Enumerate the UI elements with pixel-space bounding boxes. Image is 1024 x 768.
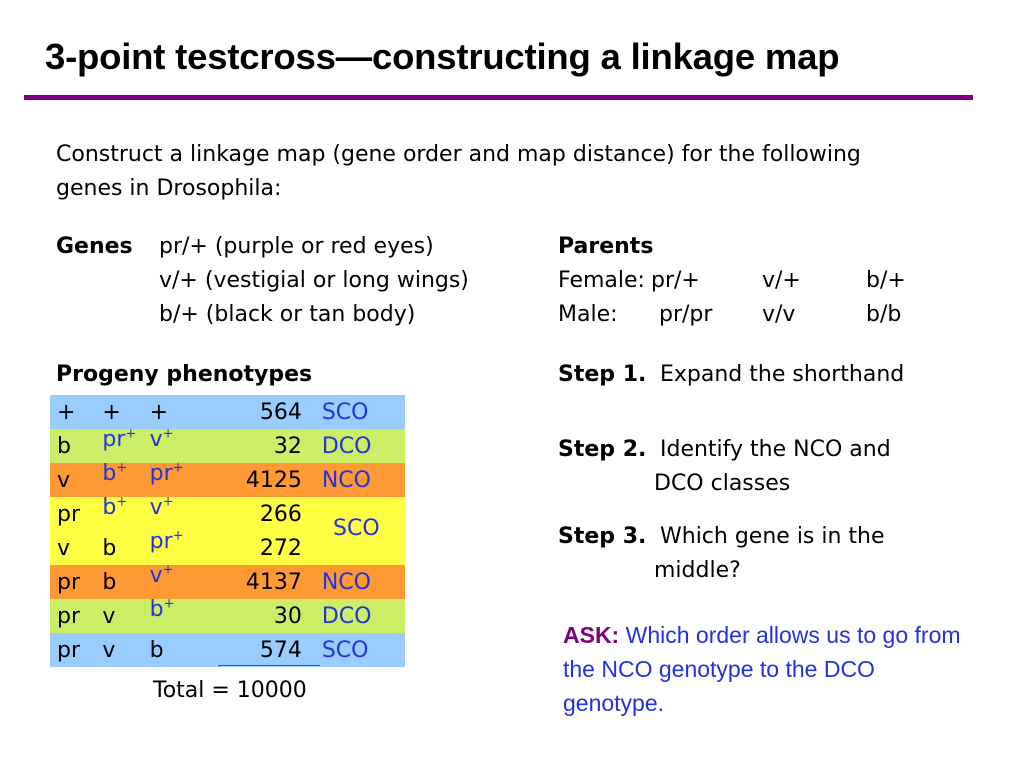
step-3: [558, 520, 885, 588]
parent-male-pr: pr/pr: [659, 302, 713, 327]
parent-male-b: b/b: [866, 302, 902, 327]
progeny-count: 574: [259, 637, 302, 663]
progeny-total: Total = 10000: [153, 678, 307, 703]
wildtype-superscript: +: [116, 460, 128, 476]
phenotype-2-gene: b: [102, 460, 117, 486]
parent-female-b: b/+: [866, 268, 906, 293]
table-row: [50, 565, 405, 599]
progeny-count: 266: [259, 501, 302, 527]
phenotype-3: [149, 460, 201, 497]
progeny-count: 32: [273, 433, 302, 459]
phenotype-3: +: [149, 399, 169, 425]
progeny-count: 4125: [245, 467, 302, 493]
phenotype-3-gene: pr: [149, 460, 173, 486]
progeny-class: NCO: [321, 569, 371, 595]
parent-male-label: Male:: [558, 302, 618, 327]
phenotype-2: [102, 426, 149, 463]
phenotype-3-gene: pr: [149, 528, 173, 554]
phenotype-3-gene: b: [149, 596, 164, 622]
phenotype-2: v: [102, 637, 116, 663]
step-2: [558, 433, 891, 501]
phenotype-2-gene: pr: [102, 426, 126, 452]
phenotype-1: +: [57, 399, 76, 425]
wildtype-superscript: +: [172, 528, 184, 544]
gene-v: v/+ (vestigial or long wings): [159, 268, 469, 293]
phenotype-3: [149, 494, 201, 531]
phenotype-2: [102, 460, 149, 497]
wildtype-superscript: +: [162, 426, 174, 442]
progeny-class: SCO: [321, 637, 369, 663]
step-text-continued: DCO classes: [654, 471, 791, 496]
phenotype-2: v: [102, 603, 116, 629]
parent-female-v: v/+: [762, 268, 801, 293]
phenotype-1: pr: [57, 603, 81, 629]
phenotype-2: [102, 494, 149, 531]
table-row: [50, 633, 405, 667]
wildtype-superscript: +: [162, 494, 174, 510]
ask-label: ASK:: [563, 622, 620, 648]
wildtype-superscript: +: [162, 562, 174, 578]
wildtype-superscript: +: [163, 596, 175, 612]
progeny-class: DCO: [321, 603, 372, 629]
progeny-class: NCO: [321, 467, 371, 493]
title-divider: [24, 95, 973, 100]
gene-b: b/+ (black or tan body): [159, 302, 416, 327]
table-row: [50, 395, 405, 429]
wildtype-superscript: +: [116, 494, 128, 510]
phenotype-3: [149, 528, 201, 565]
table-row: [50, 463, 405, 497]
phenotype-1: v: [57, 467, 71, 493]
phenotype-1: pr: [57, 637, 81, 663]
step-label: Step 3.: [558, 524, 647, 549]
step-label: Step 1.: [558, 362, 647, 387]
wildtype-superscript: +: [172, 460, 184, 476]
phenotype-3-gene: v: [149, 494, 163, 520]
progeny-class: DCO: [321, 433, 372, 459]
phenotype-2-gene: b: [102, 494, 117, 520]
phenotype-3: [149, 596, 201, 633]
progeny-label: Progeny phenotypes: [56, 362, 313, 387]
progeny-count: 564: [259, 399, 302, 425]
phenotype-3-gene: v: [149, 426, 163, 452]
gene-pr: pr/+ (purple or red eyes): [159, 234, 434, 259]
parents-label: Parents: [558, 234, 654, 259]
ask-text: Which order allows us to go from the NCO genotype to the DCO genotype.: [563, 622, 961, 716]
progeny-class-merged: SCO: [333, 516, 380, 541]
phenotype-1: b: [57, 433, 71, 459]
phenotype-2: b: [102, 535, 117, 561]
step-text-continued: middle?: [654, 558, 741, 583]
progeny-class: SCO: [321, 399, 369, 425]
ask-box: [563, 618, 963, 720]
parent-female-pr: pr/+: [651, 268, 700, 293]
progeny-count: 4137: [245, 569, 302, 595]
phenotype-3: [149, 426, 201, 463]
wildtype-superscript: +: [125, 426, 137, 442]
table-row: [50, 429, 405, 463]
step-label: Step 2.: [558, 437, 647, 462]
phenotype-3: [149, 562, 201, 599]
phenotype-2: +: [102, 399, 121, 425]
parent-male-v: v/v: [762, 302, 796, 327]
phenotype-1: pr: [57, 501, 81, 527]
phenotype-3-gene: v: [149, 562, 163, 588]
phenotype-1: v: [57, 535, 71, 561]
phenotype-1: pr: [57, 569, 81, 595]
parent-female-label: Female:: [558, 268, 645, 293]
step-text: Identify the NCO and: [660, 437, 891, 462]
phenotype-2: b: [102, 569, 117, 595]
intro-text: Construct a linkage map (gene order and map distance) for the following genes in Drosophila:: [56, 142, 861, 201]
step-text: Expand the shorthand: [660, 362, 905, 387]
step-1: [558, 358, 904, 392]
phenotype-3: b: [149, 637, 164, 663]
total-underline: [218, 665, 320, 666]
table-row: [50, 599, 405, 633]
genes-label: Genes: [56, 234, 133, 259]
progeny-count: 30: [273, 603, 302, 629]
progeny-count: 272: [259, 535, 302, 561]
slide-title: 3-point testcross—constructing a linkage map: [45, 36, 840, 77]
step-text: Which gene is in the: [660, 524, 885, 549]
